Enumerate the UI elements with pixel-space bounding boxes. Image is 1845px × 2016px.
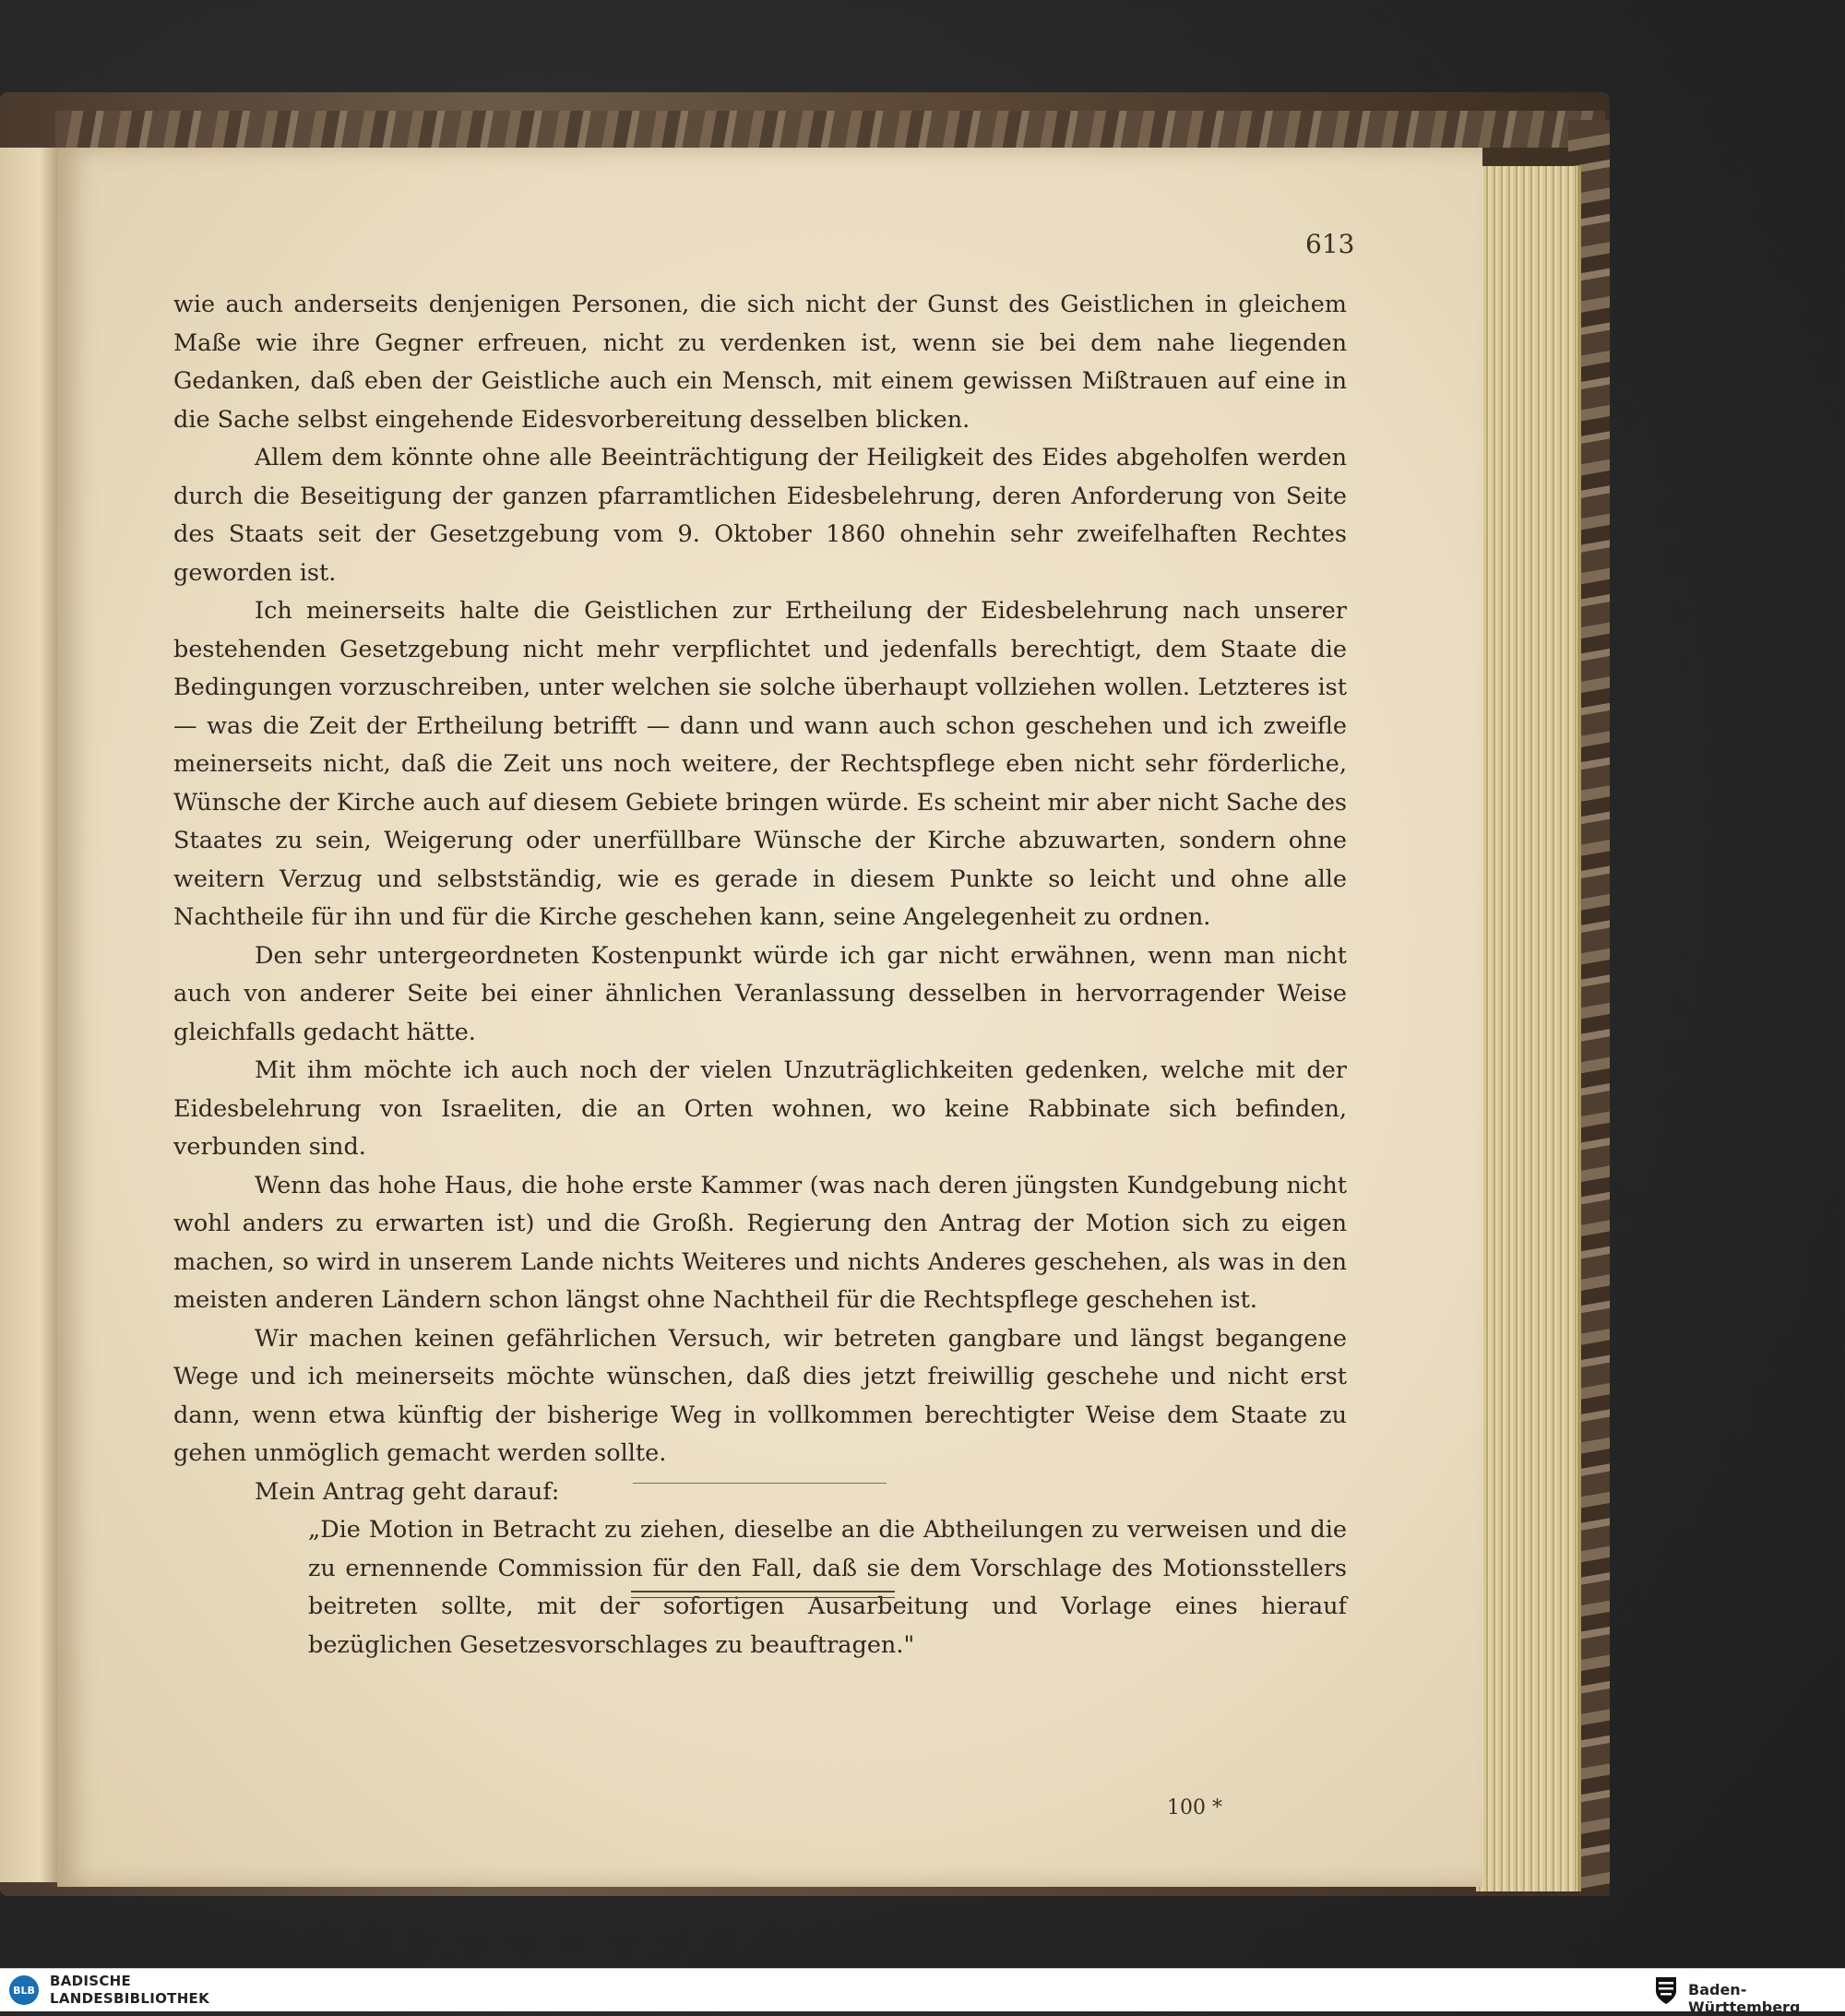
paragraph: Allem dem könnte ohne alle Beeinträchtigung der Heiligkeit des Eides abgeholfen werden durch die Beseitigung der ganzen pfarramtlichen Eidesbelehrung, deren Anforderung von Seite des Staats seit der Gesetzgebung vom 9. Oktober 1860 ohnehin sehr zweifelhaften Rechtes geworden ist. (173, 444, 1347, 587)
paragraph-motion-intro: Mein Antrag geht darauf: (255, 1477, 560, 1506)
paragraph: Ich meinerseits halte die Geistlichen zur Ertheilung der Eidesbelehrung nach unserer bestehenden Gesetzgebung nicht mehr verpflichtet und jedenfalls berechtigt, dem Staate die Bedingungen vorzuschreiben, unter welchen sie solche überhaupt vollziehen wollen. Letzteres ist — was die Zeit der Ertheilung betrifft — dann und wann auch schon geschehen und ich zweifle meinerseits nicht, daß die Zeit uns noch weitere, der Rechtspflege eben nicht sehr förderliche, Wünsche der Kirche auch auf diesem Gebiete bringen würde. Es scheint mir aber nicht Sache des Staates zu sein, Weigerung oder unerfüllbare Wünsche der Kirche abzuwarten, sondern ohne weitern Verzug und selbstständig, wie es gerade in diesem Punkte so leicht und ohne alle Nachtheile für ihn und für die Kirche geschehen kann, seine Angelegenheit zu ordnen. (173, 597, 1347, 931)
library-name-line2: LANDESBIBLIOTHEK (50, 1990, 210, 2007)
left-page-sliver (0, 148, 57, 1882)
state-name[interactable]: Baden-Württemberg (1688, 1981, 1801, 2016)
viewer-footer (0, 1968, 1845, 2016)
paragraph: Mit ihm möchte ich auch noch der vielen Unzuträglichkeiten gedenken, welche mit der Eidesbelehrung von Israeliten, die an Orten wohnen, wo keine Rabbinate sich befinden, verbunden sind. (173, 1056, 1347, 1161)
marbled-top-edge (55, 111, 1605, 148)
double-separator-rule (631, 1591, 895, 1598)
library-name-line1: BADISCHE (50, 1973, 132, 1989)
paragraph: Den sehr untergeordneten Kostenpunkt würde ich gar nicht erwähnen, wenn man nicht auch von anderer Seite bei einer ähnlichen Veranlassung desselben in hervorragender Weise gleichfalls gedacht hätte. (173, 941, 1347, 1046)
blb-logo-icon[interactable]: BLB (9, 1975, 39, 2005)
separator-rule (633, 1483, 887, 1484)
page-text (173, 286, 1347, 1664)
page-block-edges (1476, 166, 1581, 1891)
library-name[interactable] (50, 1973, 209, 2008)
paragraph: Wir machen keinen gefährlichen Versuch, wir betreten gangbare und längst begangene Wege und ich meinerseits möchte wünschen, daß dies jetzt freiwillig geschehe und nicht erst dann, wenn etwa künftig der bisherige Weg in vollkommen berechtigter Weise dem Staate zu gehen unmöglich gemacht werden sollte. (173, 1324, 1347, 1467)
page-number: 613 (1305, 229, 1355, 259)
baden-wuerttemberg-crest-icon (1653, 1974, 1679, 2006)
paragraph-motion-quote: „Die Motion in Betracht zu ziehen, dieselbe an die Abtheilungen zu verweisen und die zu ernennende Commission für den Fall, daß sie dem Vorschlage des Motionsstellers beitreten sollte, mit der sofortigen Ausarbeitung und Vorlage eines hierauf bezüglichen Gesetzesvorschlages zu beauftragen." (308, 1516, 1347, 1659)
paragraph: Wenn das hohe Haus, die hohe erste Kammer (was nach deren jüngsten Kundgebung nicht wohl anders zu erwarten ist) und die Großh. Regierung den Antrag der Motion sich zu eigen machen, so wird in unserem Lande nichts Weiteres und nichts Anderes geschehen, als was in den meisten anderen Ländern schon längst ohne Nachtheil für die Rechtspflege geschehen ist. (173, 1171, 1347, 1314)
signature-mark: 100 * (1167, 1796, 1222, 1819)
paragraph: wie auch anderseits denjenigen Personen, die sich nicht der Gunst des Geistlichen in gleichem Maße wie ihre Gegner erfreuen, nicht zu verdenken ist, wenn sie bei dem nahe liegenden Gedanken, daß eben der Geistliche auch ein Mensch, mit einem gewissen Mißtrauen auf eine in die Sache selbst eingehende Eidesvorbereitung desselben blicken. (173, 291, 1347, 434)
